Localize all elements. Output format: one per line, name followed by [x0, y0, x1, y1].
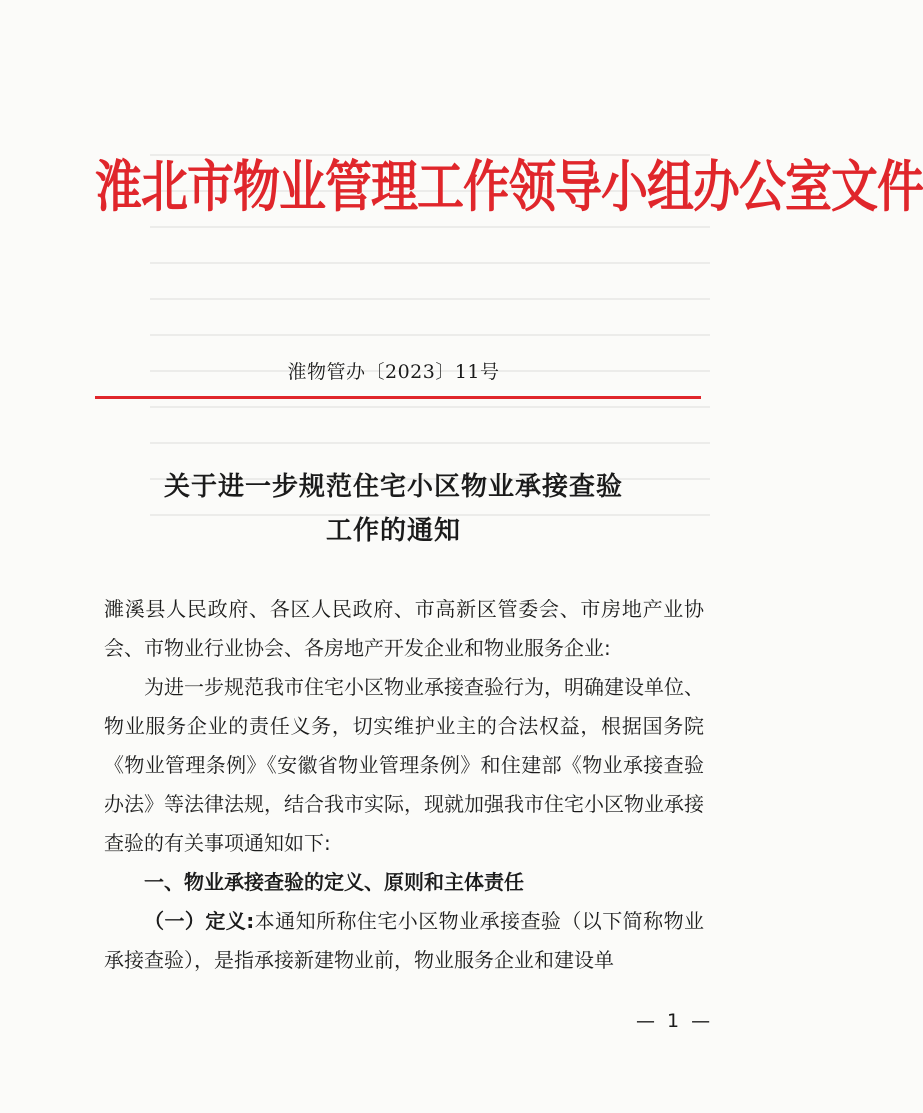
intro-paragraph: 为进一步规范我市住宅小区物业承接查验行为，明确建设单位、物业服务企业的责任义务，切实维护业主的合法权益，根据国务院《物业管理条例》《安徽省物业管理条例》和住建部《物业承接查验办法》等法律法规，结合我市实际，现就加强我市住宅小区物业承接查验的有关事项通知如下: [104, 675, 704, 855]
document-title-line-1: 关于进一步规范住宅小区物业承接查验 [163, 472, 623, 502]
definition-label: （一）定义: [144, 909, 255, 933]
recipients-paragraph: 濉溪县人民政府、各区人民政府、市高新区管委会、市房地产业协会、市物业行业协会、各房地产开发企业和物业服务企业: [104, 597, 704, 660]
red-divider-line [95, 396, 701, 399]
document-title-line-2: 工作的通知 [325, 516, 461, 546]
definition-text: 本通知所称住宅小区物业承接查验（以下简称物业承接查验），是指承接新建物业前，物业服务企业和建设单 [104, 909, 705, 972]
page-number: — 1 — [636, 1010, 714, 1032]
document-body [104, 590, 704, 980]
definition-paragraph [104, 902, 704, 980]
section-1-heading: 一、物业承接查验的定义、原则和主体责任 [144, 870, 524, 894]
document-number: 淮物管办〔2023〕11号 [287, 361, 500, 383]
issuer-red-header: 淮北市物业管理工作领导小组办公室文件 [95, 155, 923, 221]
